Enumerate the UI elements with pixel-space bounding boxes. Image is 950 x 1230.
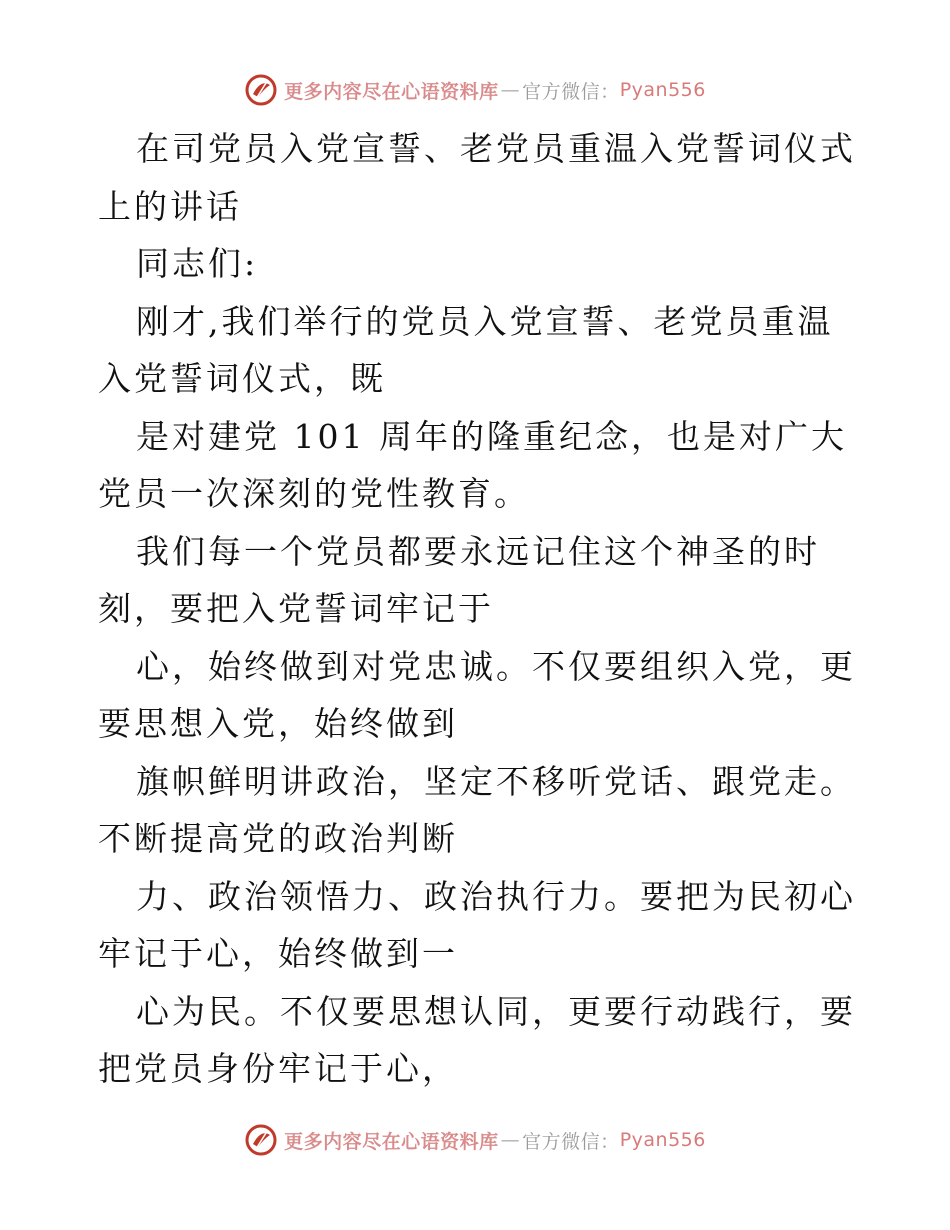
- brand-logo-icon: [244, 1123, 278, 1157]
- paragraph: 旗帜鲜明讲政治，坚定不移听党话、跟党走。不断提高党的政治判断: [98, 761, 856, 858]
- banner-wechat-id: Pyan556: [619, 79, 706, 101]
- paragraph: 心为民。不仅要思想认同，更要行动践行，要把党员身份牢记于心，: [98, 991, 856, 1088]
- banner-label: 官方微信：: [522, 1130, 620, 1153]
- header-watermark-banner: [0, 70, 950, 110]
- paragraph: 力、政治领悟力、政治执行力。要把为民初心牢记于心，始终做到一: [98, 876, 856, 973]
- paragraph: 是对建党 101 周年的隆重纪念，也是对广大党员一次深刻的党性教育。: [98, 416, 847, 513]
- banner-wechat-id: Pyan556: [619, 1129, 706, 1151]
- banner-separator: —: [500, 79, 521, 101]
- footer-watermark-banner: [0, 1120, 950, 1160]
- document-title: 在司党员入党宣誓、老党员重温入党誓词仪式上的讲话: [98, 129, 856, 226]
- document-salutation: 同志们:: [136, 244, 259, 283]
- banner-separator: —: [500, 1129, 521, 1151]
- paragraph: 我们每一个党员都要永远记住这个神圣的时刻，要把入党誓词牢记于: [98, 531, 820, 628]
- paragraph: 心，始终做到对党忠诚。不仅要组织入党，更要思想入党，始终做到: [98, 646, 856, 743]
- banner-label: 官方微信：: [522, 80, 620, 103]
- paragraph: 刚才,我们举行的党员入党宣誓、老党员重温入党誓词仪式，既: [98, 301, 834, 398]
- banner-main-text: 更多内容尽在心语资料库: [284, 1130, 499, 1153]
- brand-logo-icon: [244, 73, 278, 107]
- banner-main-text: 更多内容尽在心语资料库: [284, 80, 499, 103]
- document-body: [98, 120, 858, 1098]
